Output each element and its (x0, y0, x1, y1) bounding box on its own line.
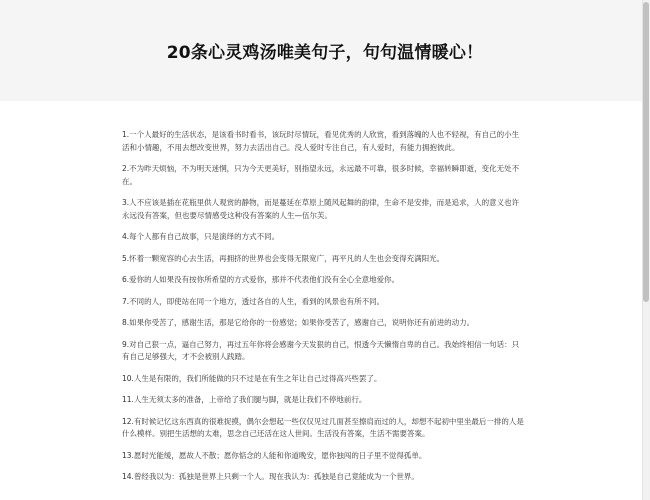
paragraph-7: 7.不同的人，即使站在同一个地方，透过各自的人生，看到的风景也有所不同。 (122, 296, 385, 306)
paragraph-12: 12.有时候记忆这东西真的很难捉摸，偶尔会想起一些仅仅见过几面甚至擦肩而过的人，却想不起初中里坐最后一排的人是什么模样。别把生活想的太难，思念自己还活在这人世间。生活没有答案，生活不需要答案。 (122, 416, 524, 438)
paragraph-1: 1.一个人最好的生活状态，是该看书时看书，该玩时尽情玩，看见优秀的人欣赏，看到落魄的人也不轻视，有自己的小生活和小情趣，不用去想改变世界，努力去活出自己。没人爱时专注自己，有人爱时，有能力拥抱彼此。 (122, 130, 520, 152)
paragraph-13: 13.愿时光能缓，愿故人不散；愿你惦念的人能和你道晚安，愿你独闯的日子里不觉得孤单。 (122, 450, 427, 460)
paragraph-9: 9.对自己狠一点，逼自己努力，再过五年你将会感谢今天发狠的自己，恨透今天懒惰自卑的自己。我始终相信一句话：只有自己足够强大，才不会被别人践踏。 (122, 339, 520, 361)
paragraph-4: 4.每个人都有自己故事，只是演绎的方式不同。 (122, 232, 280, 241)
vertical-scrollbar[interactable] (642, 0, 650, 500)
paragraph-14: 14.曾经我以为：孤独是世界上只剩一个人。现在我认为：孤独是自己竟能成为一个世界。 (122, 472, 419, 481)
article-body (0, 101, 642, 500)
header-banner (0, 0, 650, 101)
scrollbar-thumb[interactable] (643, 2, 649, 302)
paragraph-10: 10.人生是有限的，我们所能做的只不过是在有生之年让自己过得高兴些罢了。 (122, 373, 382, 383)
paragraph-8: 8.如果你受苦了，感谢生活，那是它给你的一份感觉；如果你受苦了，感谢自己，说明你还有前进的动力。 (122, 318, 475, 327)
paragraph-11: 11.人生无须太多的准备，上帝给了我们腿与脚，就是让我们不停地前行。 (122, 395, 367, 404)
paragraph-6: 6.爱你的人如果没有按你所希望的方式爱你，那并不代表他们没有全心全意地爱你。 (122, 275, 400, 284)
paragraph-5: 5.怀着一颗宽容的心去生活，再拥挤的世界也会变得无限宽广，再平凡的人生也会变得充满阳光。 (122, 253, 445, 263)
page-title: 20条心灵鸡汤唯美句子，句句温情暖心！ (166, 43, 484, 63)
paragraph-2: 2.不为昨天烦恼，不为明天迷惘，只为今天更美好，别指望永远，永远最不可靠，很多时候，幸福转瞬即逝，变化无处不在。 (122, 164, 520, 186)
paragraph-3: 3.人不应该是插在花瓶里供人观赏的静物，而是蔓延在草原上随风起舞的韵律，生命不是安排，而是追求，人的意义也许永远没有答案，但也要尽情感受这种没有答案的人生—伍尔芙。 (122, 198, 520, 220)
